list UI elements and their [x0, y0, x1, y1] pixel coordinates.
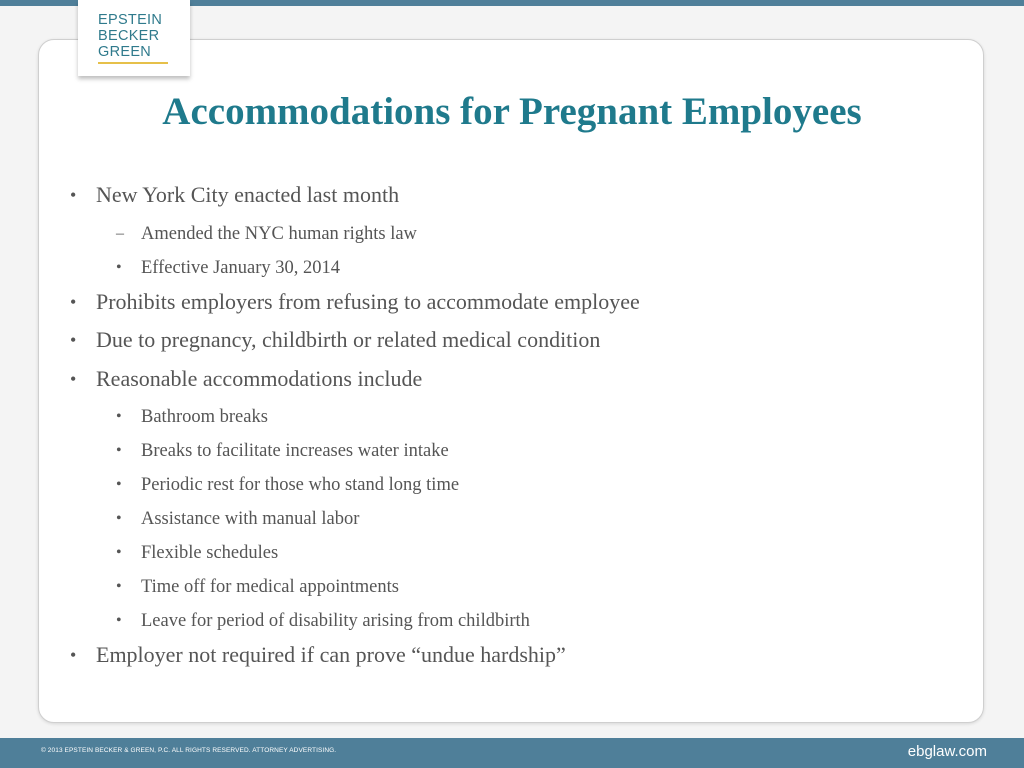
bullet-marker: • [70, 185, 77, 205]
logo-tab [78, 0, 190, 76]
bullet-text: Leave for period of disability arising from childbirth [141, 611, 530, 631]
bullet-marker: • [116, 408, 122, 425]
bullet-marker: • [70, 368, 77, 389]
bullet-marker: • [70, 291, 77, 312]
sub-bullet-item [70, 570, 950, 604]
bullet-text: New York City enacted last month [96, 182, 400, 207]
bullet-marker: • [116, 510, 122, 527]
sub-bullet-item [70, 251, 950, 285]
bullet-text: Prohibits employers from refusing to accommodate employee [96, 288, 640, 314]
copyright-notice: © 2013 EPSTEIN BECKER & GREEN, P.C. ALL RIGHTS RESERVED. ATTORNEY ADVERTISING. [41, 747, 337, 754]
bullet-item [70, 638, 950, 677]
bullet-marker: • [116, 258, 122, 276]
website-link[interactable]: ebglaw.com [907, 743, 987, 760]
bullet-text: Due to pregnancy, childbirth or related medical condition [96, 327, 601, 352]
bullet-text: Breaks to facilitate increases water intake [141, 441, 449, 461]
bullet-text: Assistance with manual labor [141, 509, 360, 529]
bullet-item [70, 178, 950, 217]
sub-bullet-item [70, 536, 950, 570]
logo-line-2: BECKER [98, 28, 160, 44]
bullet-marker: • [116, 578, 122, 595]
bullet-item [70, 285, 950, 324]
logo-line-3: GREEN [98, 44, 152, 60]
bullet-text: Bathroom breaks [141, 407, 268, 427]
bullet-text: Employer not required if can prove “undue hardship” [96, 642, 566, 667]
bullet-text: Time off for medical appointments [141, 577, 399, 597]
bullet-marker: • [70, 645, 77, 665]
bullet-marker: • [116, 544, 122, 561]
sub-bullet-item [70, 502, 950, 536]
bullet-text: Flexible schedules [141, 543, 279, 563]
logo-line-1: EPSTEIN [98, 12, 163, 28]
bullet-item [70, 362, 950, 401]
bullet-marker: – [116, 224, 124, 242]
bullet-text: Effective January 30, 2014 [141, 257, 340, 278]
sub-bullet-item [70, 604, 950, 638]
bullet-marker: • [116, 476, 122, 493]
bullet-marker: • [116, 612, 122, 629]
bullet-text: Reasonable accommodations include [96, 365, 423, 391]
bullet-marker: • [116, 442, 122, 459]
footer-bar [0, 738, 1024, 768]
sub-bullet-item [70, 434, 950, 468]
sub-bullet-item [70, 468, 950, 502]
company-logo [98, 12, 168, 64]
slide-title: Accommodations for Pregnant Employees [162, 90, 862, 133]
bullet-text: Periodic rest for those who stand long time [141, 475, 460, 495]
sub-bullet-item [70, 400, 950, 434]
bullet-text: Amended the NYC human rights law [141, 223, 417, 244]
bullet-list [70, 178, 950, 677]
sub-bullet-item [70, 217, 950, 251]
bullet-marker: • [70, 330, 77, 350]
bullet-item [70, 323, 950, 362]
